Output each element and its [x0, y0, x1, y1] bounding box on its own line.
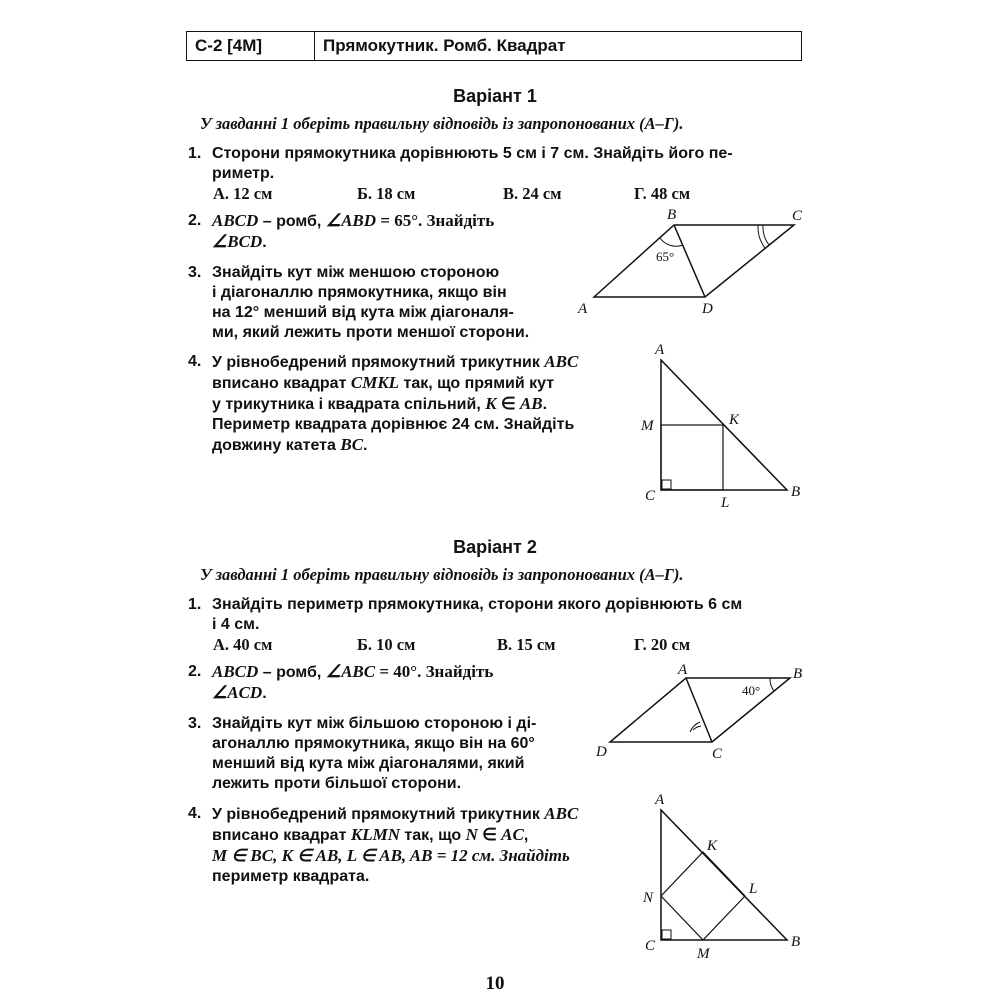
v1-option-d: Г. 48 см: [634, 184, 691, 203]
v1-task-2-question: ∠BCD: [212, 232, 263, 251]
v2-option-c: В. 15 см: [497, 635, 556, 654]
v1-task-3-line-1: Знайдіть кут між меншою стороною: [212, 264, 500, 281]
v2-triangle-outline: [661, 810, 787, 940]
v2-angle-arc: [693, 726, 701, 730]
v1-task-4-square: CMKL: [350, 373, 400, 392]
v1-task-1-line-2: риметр.: [212, 165, 275, 182]
v2-triangle-figure: [635, 790, 815, 965]
v2-task-3-number: 3.: [188, 715, 202, 732]
v1-rhombus-diagonal: [674, 225, 705, 297]
v2-task-1: [212, 595, 812, 635]
v1-rhombus-figure: [570, 205, 810, 320]
v2-task-3-line-4: лежить проти більшої сторони.: [212, 775, 462, 792]
v2-task-4-text: У рівнобедрений прямокутний трикутник: [212, 806, 545, 823]
v1-task-4: [212, 352, 632, 456]
v1-option-a: А. 12 см: [213, 184, 273, 203]
v2-task-3-line-1: Знайдіть кут між більшою стороною і ді-: [212, 715, 537, 732]
v1-right-angle-mark: [662, 480, 671, 489]
v1-task-4-symbol: ∈: [496, 394, 520, 413]
v2-angle-label: 40°: [742, 683, 761, 698]
v1-task-3-number: 3.: [188, 264, 202, 281]
v2-option-a: А. 40 см: [213, 635, 273, 654]
v1-label-d: D: [702, 301, 713, 317]
v2-task-2-angle: ∠ABC: [325, 662, 376, 681]
section-title: Прямокутник. Ромб. Квадрат: [323, 36, 566, 55]
variant-1-instruction: У завданні 1 оберіть правильну відповідь із запропонованих (А–Г).: [200, 114, 684, 133]
v1-triangle-figure: [635, 340, 815, 515]
v2-task-2-text-2: = 40°. Знайдіть: [375, 662, 494, 681]
v1-task-4-triangle: ABC: [544, 352, 579, 371]
v2-label-k: K: [707, 838, 718, 854]
v2-label-b: B: [793, 666, 803, 682]
v2-label-c: C: [712, 746, 723, 762]
v1-label-m: M: [641, 418, 654, 434]
v2-label-l: L: [749, 881, 758, 897]
v1-task-4-point: K: [485, 394, 497, 413]
v2-task-4-symbol: ∈: [477, 825, 502, 844]
v1-label-l: L: [721, 495, 730, 511]
v2-task-4-text: вписано квадрат: [212, 827, 351, 844]
v2-task-1-number: 1.: [188, 596, 202, 613]
v2-angle-arc: [770, 678, 774, 691]
v1-label-a: A: [578, 301, 588, 317]
v1-task-4-line-4: Периметр квадрата дорівнює 24 см. Знайдіть: [212, 416, 575, 433]
v1-task-4-text: .: [363, 437, 368, 454]
v1-task-4-leg: BC: [340, 435, 364, 454]
v2-task-4-text: ,: [523, 827, 529, 844]
v2-task-1-line-1: Знайдіть периметр прямокутника, сторони якого дорівнюють 6 см: [212, 596, 743, 613]
v2-option-b: Б. 10 см: [357, 635, 416, 654]
v2-task-2-text-1: – ромб,: [258, 664, 326, 681]
v1-task-4-segment: AB: [519, 394, 543, 413]
v1-task-4-text: вписано квадрат: [212, 375, 351, 392]
v2-task-1-line-2: і 4 см.: [212, 616, 260, 633]
v2-label-a: A: [678, 662, 688, 678]
v2-rhombus-figure: [590, 660, 815, 765]
v1-label-a: A: [655, 342, 665, 358]
variant-2-title: Варіант 2: [453, 537, 537, 557]
page-number: 10: [485, 973, 505, 994]
v1-task-3-line-3: на 12° менший від кута між діагоналя-: [212, 304, 514, 321]
v1-task-4-text: у трикутника і квадрата спільний,: [212, 396, 486, 413]
section-header: [186, 31, 802, 61]
v2-label-d: D: [596, 744, 607, 760]
v1-task-2-number: 2.: [188, 212, 202, 229]
v1-task-2-end: .: [262, 234, 267, 251]
v1-angle-label: 65°: [656, 249, 675, 264]
v1-task-4-text: довжину катета: [212, 437, 341, 454]
v1-task-2-text-2: = 65°. Знайдіть: [376, 211, 495, 230]
v1-label-b: B: [667, 207, 677, 223]
v1-task-1-line-1: Сторони прямокутника дорівнюють 5 см і 7 см. Знайдіть його пе-: [212, 145, 733, 162]
v1-task-2-figure: ABCD: [212, 211, 259, 230]
v2-task-4-triangle: ABC: [544, 804, 579, 823]
v1-label-b: B: [791, 484, 801, 500]
v1-option-c: В. 24 см: [503, 184, 562, 203]
v2-label-a: A: [655, 792, 665, 808]
v1-task-3-line-2: і діагоналлю прямокутника, якщо він: [212, 284, 507, 301]
v1-task-2-text-1: – ромб,: [258, 213, 326, 230]
v1-label-k: K: [729, 412, 740, 428]
v2-rhombus-outline: [610, 678, 790, 742]
v2-task-4-segment: AC: [501, 825, 524, 844]
v1-task-4-text: так, що прямий кут: [399, 375, 555, 392]
v2-task-2: [212, 662, 592, 704]
v2-right-angle-mark: [662, 930, 671, 939]
v2-task-2-number: 2.: [188, 663, 202, 680]
v1-label-c: C: [645, 488, 656, 504]
v2-task-3-line-3: менший від кута між діагоналями, який: [212, 755, 525, 772]
variant-1-title: Варіант 1: [453, 86, 537, 106]
v2-task-4-point: N: [465, 825, 478, 844]
v2-label-b: B: [791, 934, 801, 950]
v2-label-n: N: [643, 890, 654, 906]
v2-task-2-question: ∠ACD: [212, 683, 263, 702]
v2-square-klmn: [661, 852, 745, 940]
v2-task-4-line-4: периметр квадрата.: [212, 868, 370, 885]
v1-task-4-number: 4.: [188, 353, 202, 370]
v1-label-c: C: [792, 208, 803, 224]
v2-task-4-square: KLMN: [350, 825, 400, 844]
v1-task-4-text: .: [542, 396, 548, 413]
v1-task-1: [212, 144, 812, 184]
v2-label-c: C: [645, 938, 656, 954]
v2-task-3-line-2: агоналлю прямокутника, якщо він на 60°: [212, 735, 535, 752]
v2-task-4-text: так, що: [399, 827, 466, 844]
v1-task-4-text: У рівнобедрений прямокутний трикутник: [212, 354, 545, 371]
v2-task-2-figure: ABCD: [212, 662, 259, 681]
v2-task-4-number: 4.: [188, 805, 202, 822]
v2-task-4-conditions: M ∈ BC, K ∈ AB, L ∈ AB, AB = 12 см. Знайдіть: [212, 846, 570, 865]
variant-2-instruction: У завданні 1 оберіть правильну відповідь із запропонованих (А–Г).: [200, 565, 684, 584]
v1-task-2: [212, 211, 572, 253]
v1-task-1-number: 1.: [188, 145, 202, 162]
v2-rhombus-diagonal: [686, 678, 712, 742]
v2-task-3: [212, 714, 592, 794]
v2-label-m: M: [697, 946, 710, 962]
v1-task-3: [212, 263, 582, 343]
v2-task-2-end: .: [262, 685, 267, 702]
v2-task-4: [212, 804, 632, 887]
v2-option-d: Г. 20 см: [634, 635, 691, 654]
v1-task-3-line-4: ми, який лежить проти меншої сторони.: [212, 324, 530, 341]
v1-task-2-angle: ∠ABD: [325, 211, 377, 230]
v1-option-b: Б. 18 см: [357, 184, 416, 203]
section-code: С-2 [4М]: [187, 32, 315, 60]
v1-angle-arc: [763, 225, 769, 245]
